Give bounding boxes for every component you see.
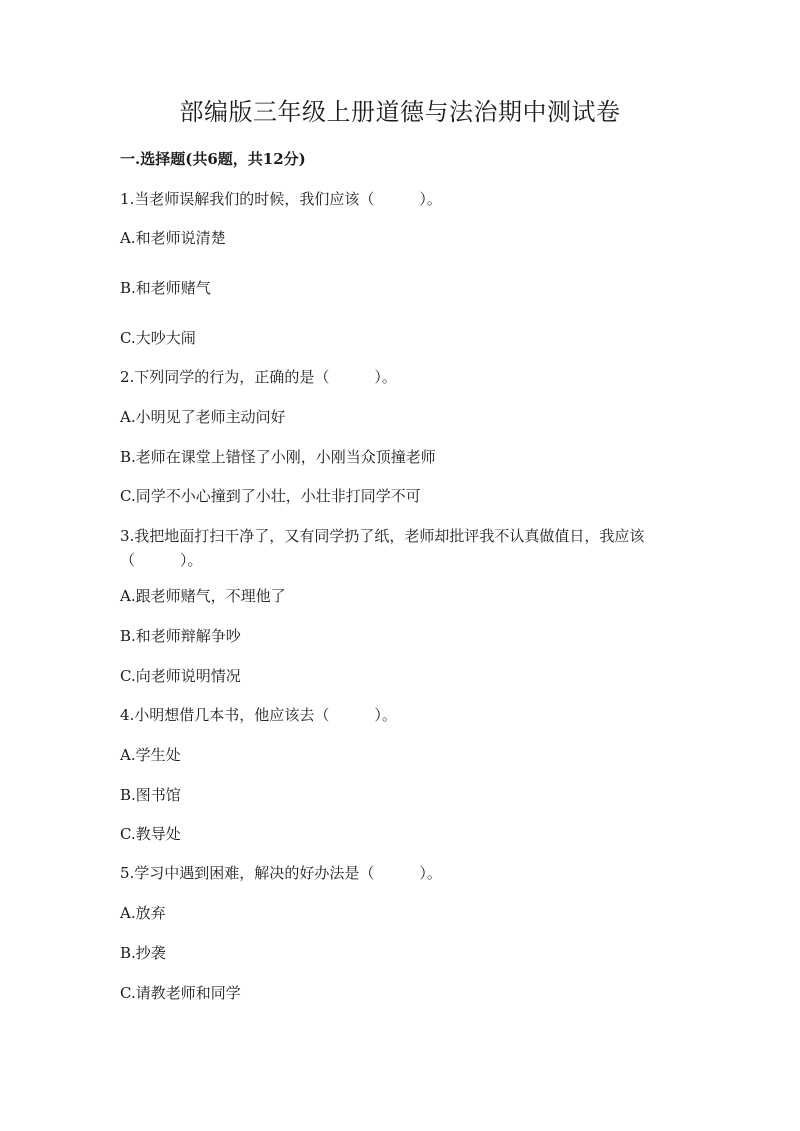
question-1-option-a: A.和老师说清楚 (120, 229, 226, 247)
section-heading: 一.选择题(共6题，共12分) (120, 150, 306, 168)
question-5-stem: 5.学习中遇到困难，解决的好办法是（ ）。 (120, 864, 442, 882)
question-3-option-b: B.和老师辩解争吵 (120, 627, 241, 645)
question-4-stem: 4.小明想借几本书，他应该去（ ）。 (120, 706, 397, 724)
page-title: 部编版三年级上册道德与法治期中测试卷 (179, 98, 621, 126)
question-2-option-c: C.同学不小心撞到了小壮，小壮非打同学不可 (120, 487, 421, 505)
question-1-option-b: B.和老师赌气 (120, 279, 211, 297)
question-2-option-a: A.小明见了老师主动问好 (120, 408, 286, 426)
question-5-option-a: A.放弃 (120, 904, 166, 922)
question-4-option-b: B.图书馆 (120, 786, 181, 804)
question-3-stem: 3.我把地面打扫干净了，又有同学扔了纸，老师却批评我不认真做值日，我应该（ ）。 (120, 527, 645, 569)
question-4-option-a: A.学生处 (120, 746, 181, 764)
question-1-stem: 1.当老师误解我们的时候，我们应该（ ）。 (120, 190, 442, 208)
question-2-option-b: B.老师在课堂上错怪了小刚，小刚当众顶撞老师 (120, 448, 436, 466)
question-3-option-a: A.跟老师赌气，不理他了 (120, 587, 286, 605)
question-5-option-b: B.抄袭 (120, 944, 166, 962)
question-2-stem: 2.下列同学的行为，正确的是（ ）。 (120, 368, 397, 386)
question-1-option-c: C.大吵大闹 (120, 329, 196, 347)
question-5-option-c: C.请教老师和同学 (120, 984, 241, 1002)
question-3-option-c: C.向老师说明情况 (120, 667, 241, 685)
question-4-option-c: C.教导处 (120, 825, 181, 843)
